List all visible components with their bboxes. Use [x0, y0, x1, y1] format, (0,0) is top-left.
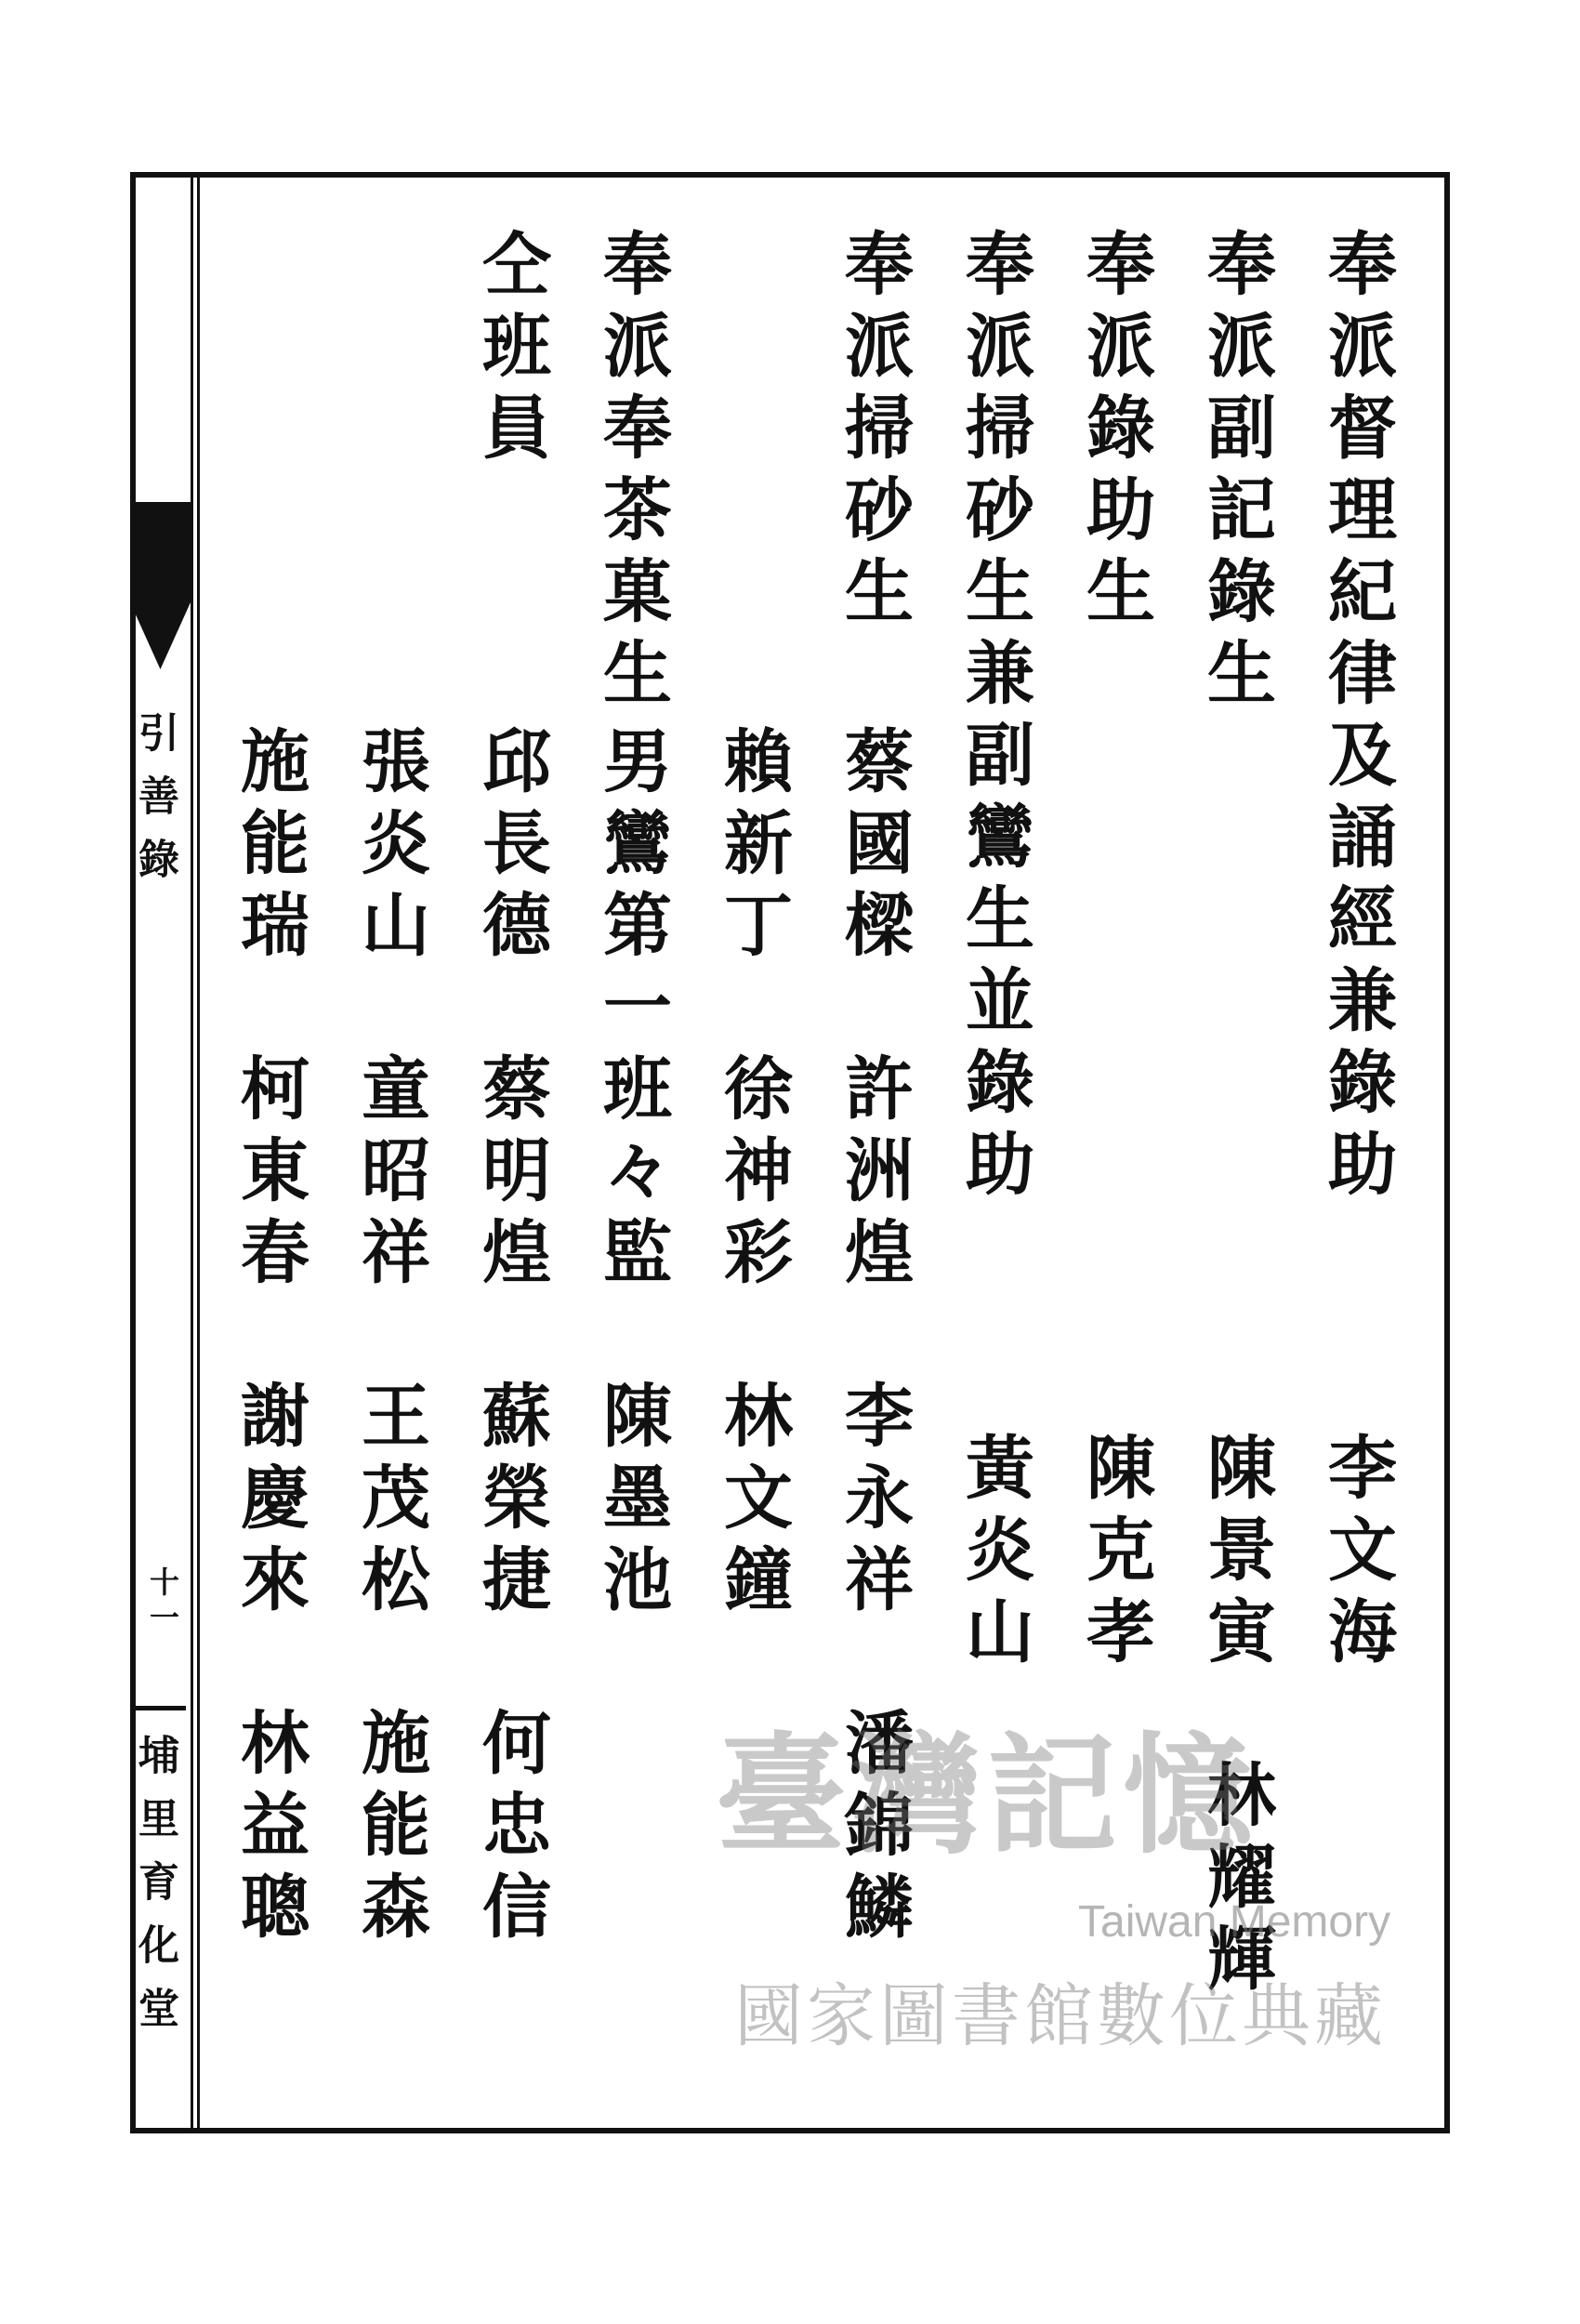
watermark-library: 國家圖書館數位典藏: [734, 1976, 1387, 2056]
margin-page-number: 十一: [145, 1566, 180, 1637]
column-7-names: 男鸞第一班々監 陳墨池: [592, 725, 672, 1625]
column-8-names: 邱長德 蔡明煌 蘇榮捷 何忠信: [471, 725, 551, 1952]
watermark-subtitle: Taiwan Memory: [1078, 1897, 1391, 1947]
column-3-head: 奉派錄助生: [1075, 228, 1155, 637]
column-8-head: 仝班員: [471, 228, 551, 473]
margin-book-title: 引善錄: [131, 711, 178, 901]
column-2-names: 陳景寅 林耀輝: [1196, 1432, 1276, 2004]
column-10-names: 施能瑞 柯東春 謝慶來 林益聰: [230, 725, 309, 1952]
column-1-names: 李文海: [1317, 1432, 1397, 1677]
frame-rule: [191, 172, 193, 2133]
margin-strip: [130, 172, 191, 2133]
column-2-head: 奉派副記錄生: [1196, 228, 1276, 719]
column-4-head: 奉派掃砂生兼副鸞生並錄助: [955, 228, 1034, 1209]
fish-tail-mark: [130, 502, 191, 669]
column-3-names: 陳克孝: [1075, 1432, 1155, 1677]
column-1-head: 奉派督理紀律及誦經兼錄助: [1317, 228, 1397, 1209]
column-5-names: 蔡國樑 許洲煌 李永祥 潘錦鱗: [834, 725, 914, 1952]
column-7-head: 奉派奉茶菓生: [592, 228, 672, 719]
column-5-head: 奉派掃砂生: [834, 228, 914, 637]
column-6-names: 賴新丁 徐神彩 林文鐘: [713, 725, 793, 1625]
margin-divider: [134, 1706, 186, 1710]
column-9-names: 張炎山 童昭祥 王茂松 施能森: [350, 725, 430, 1952]
margin-hall-name: 埔里育化堂: [131, 1734, 178, 2050]
column-4-names: 黃炎山: [955, 1432, 1034, 1677]
frame-rule: [197, 172, 200, 2133]
watermark-title: 臺灣記憶: [716, 1720, 1259, 1872]
